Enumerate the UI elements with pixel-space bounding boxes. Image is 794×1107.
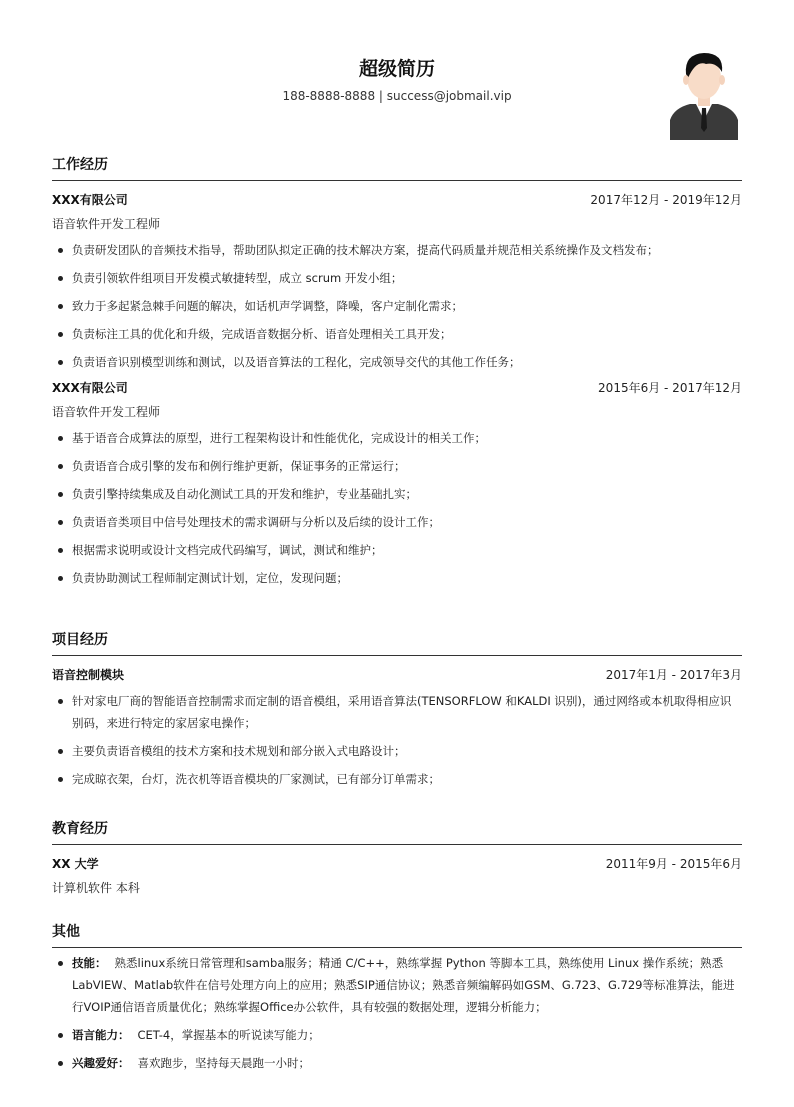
skills-text: 熟悉linux系统日常管理和samba服务；精通 C/C++，熟练掌握 Python 等脚本工具，熟练使用 Linux 操作系统；熟悉LabVIEW、Matlab软件在信号处理方向上的应用；熟悉SIP通信协议；熟悉音频编解码如GSM、G.723、G.729等标准算法，能进行VOIP通信语音质量优化；熟练掌握Office办公软件，具有较强的数据处理，逻辑分析能力； — [72, 956, 735, 1014]
bullet-list — [52, 952, 742, 1074]
list-item: 负责研发团队的音频技术指导，帮助团队拟定正确的技术解决方案，提高代码质量并规范相关系统操作及文档发布； — [52, 239, 742, 261]
list-item — [52, 952, 742, 1018]
avatar — [670, 48, 738, 140]
list-item: 负责标注工具的优化和升级，完成语音数据分析、语音处理相关工具开发； — [52, 323, 742, 345]
list-item: 基于语音合成算法的原型，进行工程架构设计和性能优化，完成设计的相关工作； — [52, 427, 742, 449]
list-item: 负责语音识别模型训练和测试，以及语音算法的工程化，完成领导交代的其他工作任务； — [52, 351, 742, 373]
date-range: 2015年6月 - 2017年12月 — [598, 381, 742, 395]
company-name: XXX有限公司 — [52, 381, 128, 395]
project-section — [52, 630, 742, 790]
list-item: 根据需求说明或设计文档完成代码编写，调试，测试和维护； — [52, 539, 742, 561]
date-range: 2017年1月 - 2017年3月 — [605, 668, 742, 682]
list-item: 负责引擎持续集成及自动化测试工具的开发和维护，专业基础扎实； — [52, 483, 742, 505]
language-label: 语言能力： — [72, 1028, 130, 1042]
list-item: 致力于多起紧急棘手问题的解决，如话机声学调整，降噪，客户定制化需求； — [52, 295, 742, 317]
bullet-list — [52, 690, 742, 790]
list-item: 完成晾衣架，台灯，洗衣机等语音模块的厂家测试，已有部分订单需求； — [52, 768, 742, 790]
work-entry — [52, 379, 742, 589]
list-item: 负责语音类项目中信号处理技术的需求调研与分析以及后续的设计工作； — [52, 511, 742, 533]
bullet-list — [52, 427, 742, 589]
list-item: 负责语音合成引擎的发布和例行维护更新，保证事务的正常运行； — [52, 455, 742, 477]
list-item — [52, 1052, 742, 1074]
job-title: 语音软件开发工程师 — [52, 405, 161, 419]
project-section-title: 项目经历 — [52, 630, 742, 656]
company-name: XXX有限公司 — [52, 193, 128, 207]
resume-title: 超级简历 — [358, 58, 435, 80]
bullet-list — [52, 239, 742, 373]
list-item: 负责协助测试工程师制定测试计划，定位，发现问题； — [52, 567, 742, 589]
hobby-label: 兴趣爱好： — [72, 1056, 130, 1070]
other-section — [52, 922, 742, 1074]
list-item: 负责引领软件组项目开发模式敏捷转型，成立 scrum 开发小组； — [52, 267, 742, 289]
list-item: 主要负责语音模组的技术方案和技术规划和部分嵌入式电路设计； — [52, 740, 742, 762]
other-section-title: 其他 — [52, 922, 742, 948]
date-range: 2011年9月 - 2015年6月 — [605, 857, 742, 871]
project-name: 语音控制模块 — [52, 668, 125, 682]
list-item — [52, 1024, 742, 1046]
contact-info: 188-8888-8888 | success@jobmail.vip — [282, 89, 512, 103]
work-section — [52, 155, 742, 589]
work-section-title: 工作经历 — [52, 155, 742, 181]
language-text: CET-4，掌握基本的听说读写能力； — [137, 1028, 320, 1042]
job-title: 语音软件开发工程师 — [52, 217, 161, 231]
skills-label: 技能： — [72, 956, 107, 970]
hobby-text: 喜欢跑步，坚持每天晨跑一小时； — [137, 1056, 310, 1070]
degree: 计算机软件 本科 — [52, 881, 140, 895]
list-item: 针对家电厂商的智能语音控制需求而定制的语音模组，采用语音算法(TENSORFLOW 和KALDI 识别)，通过网络或本机取得相应识别码，来进行特定的家居家电操作； — [52, 690, 742, 734]
work-entry — [52, 191, 742, 373]
date-range: 2017年12月 - 2019年12月 — [590, 193, 742, 207]
school-name: XX 大学 — [52, 857, 99, 871]
education-section — [52, 819, 742, 897]
education-section-title: 教育经历 — [52, 819, 742, 845]
